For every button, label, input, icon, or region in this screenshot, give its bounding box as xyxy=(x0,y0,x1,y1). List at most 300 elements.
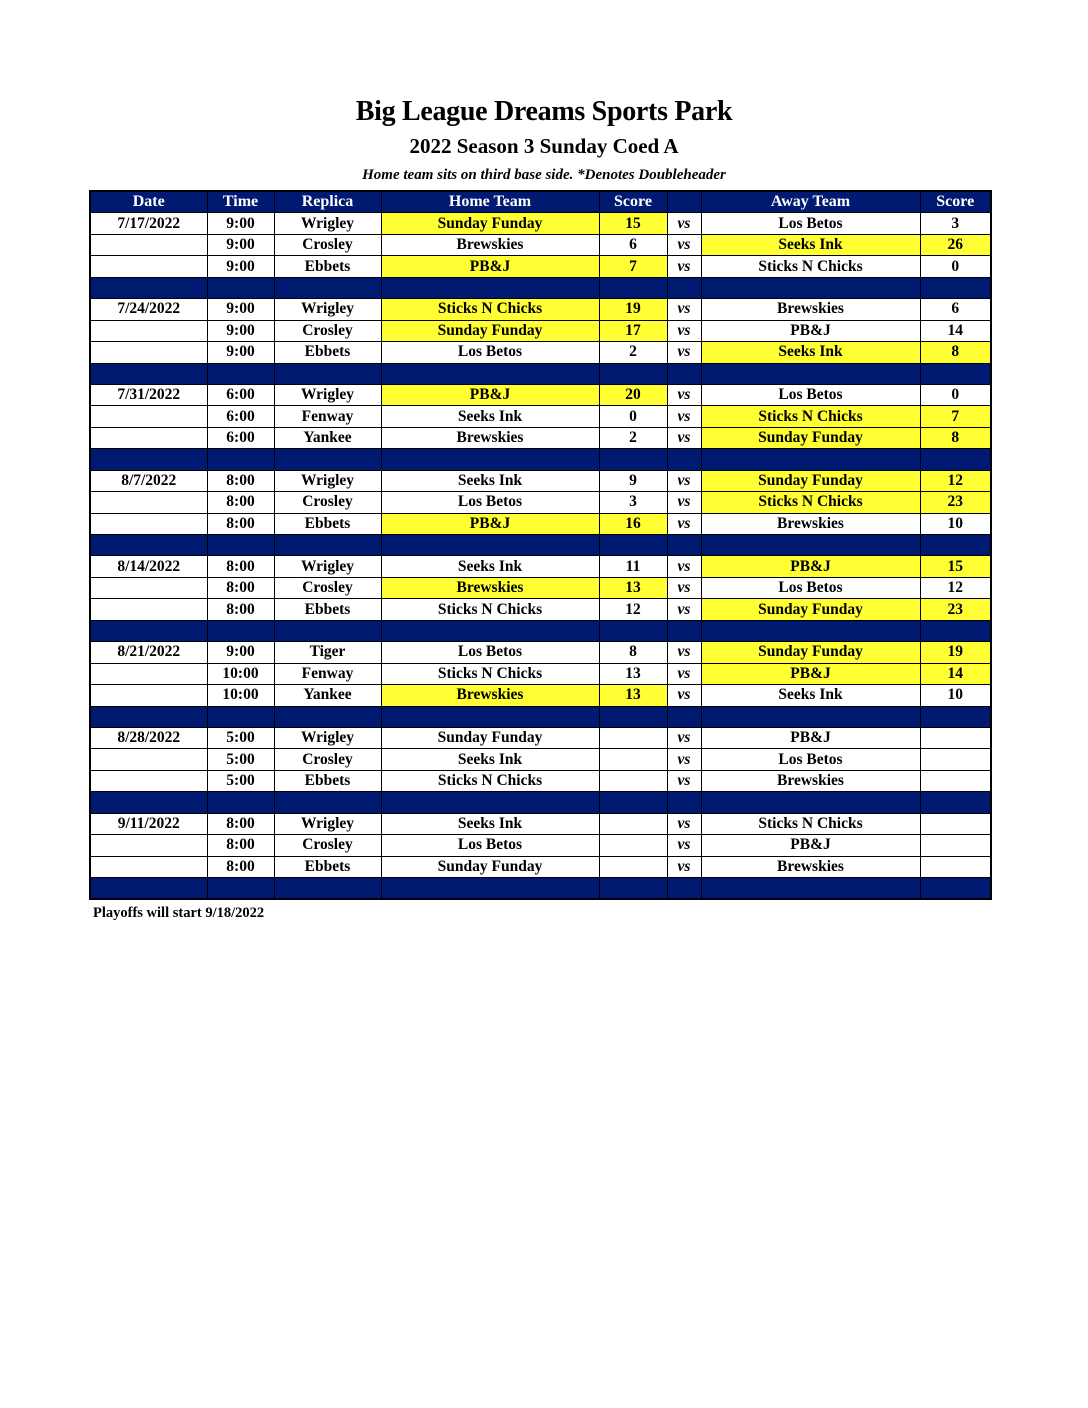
schedule-note: Home team sits on third base side. *Denotes Doubleheader xyxy=(362,167,726,183)
week-separator xyxy=(90,792,991,813)
home-team: Sunday Funday xyxy=(381,856,599,877)
game-row xyxy=(90,749,991,770)
week-separator xyxy=(90,706,991,727)
separator-cell xyxy=(701,363,920,384)
away-team: Sunday Funday xyxy=(701,470,920,491)
game-field: Ebbets xyxy=(274,856,381,877)
game-date xyxy=(90,749,207,770)
game-time: 5:00 xyxy=(207,749,274,770)
week-separator xyxy=(90,363,991,384)
col-header-home-score: Score xyxy=(599,191,667,213)
game-time: 6:00 xyxy=(207,406,274,427)
separator-cell xyxy=(701,706,920,727)
separator-cell xyxy=(90,535,207,556)
away-score: 23 xyxy=(920,492,991,513)
separator-cell xyxy=(920,277,991,298)
game-row xyxy=(90,213,991,234)
home-team: Sunday Funday xyxy=(381,213,599,234)
separator-cell xyxy=(90,792,207,813)
game-field: Yankee xyxy=(274,685,381,706)
separator-cell xyxy=(920,363,991,384)
vs-label: vs xyxy=(667,427,701,448)
game-row xyxy=(90,320,991,341)
vs-label: vs xyxy=(667,685,701,706)
away-score xyxy=(920,856,991,877)
game-time: 8:00 xyxy=(207,599,274,620)
game-field: Yankee xyxy=(274,427,381,448)
game-time: 8:00 xyxy=(207,835,274,856)
home-team: Los Betos xyxy=(381,835,599,856)
separator-cell xyxy=(920,792,991,813)
vs-label: vs xyxy=(667,406,701,427)
col-header-time: Time xyxy=(207,191,274,213)
away-score: 19 xyxy=(920,642,991,663)
game-date xyxy=(90,663,207,684)
game-date: 8/21/2022 xyxy=(90,642,207,663)
separator-cell xyxy=(599,878,667,900)
home-score: 0 xyxy=(599,406,667,427)
home-team: Brewskies xyxy=(381,427,599,448)
game-field: Ebbets xyxy=(274,513,381,534)
away-team: PB&J xyxy=(701,320,920,341)
home-score xyxy=(599,835,667,856)
vs-label: vs xyxy=(667,749,701,770)
col-header-away-team: Away Team xyxy=(701,191,920,213)
vs-label: vs xyxy=(667,556,701,577)
vs-label: vs xyxy=(667,835,701,856)
game-field: Crosley xyxy=(274,234,381,255)
separator-cell xyxy=(90,449,207,470)
game-row xyxy=(90,556,991,577)
separator-cell xyxy=(920,878,991,900)
col-header-home-team: Home Team xyxy=(381,191,599,213)
home-score: 8 xyxy=(599,642,667,663)
vs-label: vs xyxy=(667,813,701,834)
vs-label: vs xyxy=(667,342,701,363)
away-team: PB&J xyxy=(701,835,920,856)
vs-label: vs xyxy=(667,320,701,341)
game-date xyxy=(90,427,207,448)
game-date xyxy=(90,835,207,856)
game-time: 9:00 xyxy=(207,320,274,341)
game-field: Wrigley xyxy=(274,813,381,834)
game-time: 8:00 xyxy=(207,856,274,877)
game-field: Crosley xyxy=(274,577,381,598)
game-time: 9:00 xyxy=(207,234,274,255)
game-row xyxy=(90,599,991,620)
home-score xyxy=(599,727,667,748)
away-score: 12 xyxy=(920,470,991,491)
home-team: Brewskies xyxy=(381,685,599,706)
vs-label: vs xyxy=(667,492,701,513)
vs-label: vs xyxy=(667,663,701,684)
away-score xyxy=(920,770,991,791)
vs-label: vs xyxy=(667,856,701,877)
separator-cell xyxy=(599,792,667,813)
away-team: Seeks Ink xyxy=(701,685,920,706)
away-team: Sticks N Chicks xyxy=(701,256,920,277)
game-row xyxy=(90,342,991,363)
game-row xyxy=(90,384,991,405)
separator-cell xyxy=(207,792,274,813)
away-team: Brewskies xyxy=(701,299,920,320)
game-field: Ebbets xyxy=(274,342,381,363)
home-team: Seeks Ink xyxy=(381,749,599,770)
game-row xyxy=(90,406,991,427)
separator-cell xyxy=(599,363,667,384)
away-score xyxy=(920,749,991,770)
vs-label: vs xyxy=(667,642,701,663)
col-header-vs xyxy=(667,191,701,213)
separator-cell xyxy=(381,792,599,813)
game-field: Wrigley xyxy=(274,470,381,491)
game-row xyxy=(90,513,991,534)
separator-cell xyxy=(90,706,207,727)
separator-cell xyxy=(701,449,920,470)
game-time: 8:00 xyxy=(207,556,274,577)
separator-cell xyxy=(920,706,991,727)
separator-cell xyxy=(599,449,667,470)
home-score xyxy=(599,770,667,791)
game-field: Wrigley xyxy=(274,727,381,748)
away-score: 3 xyxy=(920,213,991,234)
game-row xyxy=(90,856,991,877)
game-row xyxy=(90,685,991,706)
separator-cell xyxy=(207,878,274,900)
home-team: Seeks Ink xyxy=(381,470,599,491)
game-row xyxy=(90,727,991,748)
home-team: Sticks N Chicks xyxy=(381,299,599,320)
home-team: PB&J xyxy=(381,256,599,277)
game-date xyxy=(90,342,207,363)
away-team: PB&J xyxy=(701,556,920,577)
home-team: Seeks Ink xyxy=(381,813,599,834)
week-separator xyxy=(90,620,991,641)
away-team: Los Betos xyxy=(701,577,920,598)
game-row xyxy=(90,577,991,598)
separator-cell xyxy=(274,535,381,556)
away-team: Sticks N Chicks xyxy=(701,813,920,834)
away-score: 0 xyxy=(920,256,991,277)
home-team: Sunday Funday xyxy=(381,727,599,748)
game-time: 9:00 xyxy=(207,299,274,320)
home-score xyxy=(599,749,667,770)
game-row xyxy=(90,813,991,834)
home-team: Sunday Funday xyxy=(381,320,599,341)
game-row xyxy=(90,470,991,491)
home-score: 13 xyxy=(599,663,667,684)
game-date: 8/28/2022 xyxy=(90,727,207,748)
separator-cell xyxy=(274,620,381,641)
away-team: Brewskies xyxy=(701,856,920,877)
home-team: Seeks Ink xyxy=(381,556,599,577)
game-date xyxy=(90,234,207,255)
game-date xyxy=(90,856,207,877)
away-score: 8 xyxy=(920,342,991,363)
separator-cell xyxy=(381,277,599,298)
game-time: 8:00 xyxy=(207,577,274,598)
game-date: 8/14/2022 xyxy=(90,556,207,577)
game-date: 8/7/2022 xyxy=(90,470,207,491)
separator-cell xyxy=(207,363,274,384)
game-time: 9:00 xyxy=(207,256,274,277)
separator-cell xyxy=(701,620,920,641)
vs-label: vs xyxy=(667,770,701,791)
home-score: 13 xyxy=(599,685,667,706)
game-time: 8:00 xyxy=(207,813,274,834)
game-row xyxy=(90,663,991,684)
game-field: Wrigley xyxy=(274,213,381,234)
separator-cell xyxy=(667,878,701,900)
week-separator xyxy=(90,878,991,900)
separator-cell xyxy=(274,363,381,384)
away-score: 7 xyxy=(920,406,991,427)
col-header-away-score: Score xyxy=(920,191,991,213)
game-field: Wrigley xyxy=(274,384,381,405)
home-score: 11 xyxy=(599,556,667,577)
vs-label: vs xyxy=(667,213,701,234)
home-score: 20 xyxy=(599,384,667,405)
game-date: 7/24/2022 xyxy=(90,299,207,320)
home-score: 17 xyxy=(599,320,667,341)
away-score xyxy=(920,813,991,834)
away-score: 26 xyxy=(920,234,991,255)
page-subtitle: 2022 Season 3 Sunday Coed A xyxy=(409,134,679,158)
home-score: 2 xyxy=(599,342,667,363)
home-score: 2 xyxy=(599,427,667,448)
away-team: Sunday Funday xyxy=(701,427,920,448)
separator-cell xyxy=(381,878,599,900)
game-time: 9:00 xyxy=(207,642,274,663)
vs-label: vs xyxy=(667,513,701,534)
separator-cell xyxy=(90,620,207,641)
home-score: 7 xyxy=(599,256,667,277)
game-field: Ebbets xyxy=(274,256,381,277)
game-field: Tiger xyxy=(274,642,381,663)
home-team: Los Betos xyxy=(381,342,599,363)
away-score: 10 xyxy=(920,513,991,534)
away-team: Los Betos xyxy=(701,384,920,405)
home-team: Seeks Ink xyxy=(381,406,599,427)
separator-cell xyxy=(274,449,381,470)
separator-cell xyxy=(207,449,274,470)
separator-cell xyxy=(381,363,599,384)
game-date: 7/31/2022 xyxy=(90,384,207,405)
game-field: Wrigley xyxy=(274,299,381,320)
separator-cell xyxy=(381,706,599,727)
away-score: 14 xyxy=(920,663,991,684)
game-field: Ebbets xyxy=(274,770,381,791)
game-row xyxy=(90,642,991,663)
separator-cell xyxy=(599,535,667,556)
separator-cell xyxy=(667,535,701,556)
separator-cell xyxy=(701,277,920,298)
away-team: Sticks N Chicks xyxy=(701,406,920,427)
away-score: 15 xyxy=(920,556,991,577)
away-team: Brewskies xyxy=(701,770,920,791)
home-team: Brewskies xyxy=(381,577,599,598)
home-team: Sticks N Chicks xyxy=(381,663,599,684)
page-title: Big League Dreams Sports Park xyxy=(355,96,733,127)
home-score: 15 xyxy=(599,213,667,234)
separator-cell xyxy=(667,706,701,727)
game-row xyxy=(90,835,991,856)
week-separator xyxy=(90,535,991,556)
separator-cell xyxy=(920,449,991,470)
separator-cell xyxy=(667,363,701,384)
separator-cell xyxy=(90,277,207,298)
home-team: Sticks N Chicks xyxy=(381,599,599,620)
game-field: Fenway xyxy=(274,406,381,427)
home-score: 13 xyxy=(599,577,667,598)
game-field: Crosley xyxy=(274,320,381,341)
game-date xyxy=(90,492,207,513)
game-time: 8:00 xyxy=(207,492,274,513)
separator-cell xyxy=(381,449,599,470)
away-score: 23 xyxy=(920,599,991,620)
separator-cell xyxy=(667,620,701,641)
away-score: 14 xyxy=(920,320,991,341)
game-date xyxy=(90,577,207,598)
home-score xyxy=(599,813,667,834)
home-score: 12 xyxy=(599,599,667,620)
separator-cell xyxy=(207,535,274,556)
away-team: PB&J xyxy=(701,663,920,684)
game-date xyxy=(90,513,207,534)
game-field: Crosley xyxy=(274,492,381,513)
game-date xyxy=(90,685,207,706)
away-score: 6 xyxy=(920,299,991,320)
separator-cell xyxy=(207,277,274,298)
separator-cell xyxy=(701,792,920,813)
separator-cell xyxy=(90,363,207,384)
separator-cell xyxy=(667,449,701,470)
separator-cell xyxy=(274,792,381,813)
game-row xyxy=(90,492,991,513)
separator-cell xyxy=(274,706,381,727)
home-team: Sticks N Chicks xyxy=(381,770,599,791)
vs-label: vs xyxy=(667,577,701,598)
separator-cell xyxy=(599,706,667,727)
home-score: 3 xyxy=(599,492,667,513)
game-time: 6:00 xyxy=(207,384,274,405)
home-team: PB&J xyxy=(381,384,599,405)
separator-cell xyxy=(667,792,701,813)
game-date: 9/11/2022 xyxy=(90,813,207,834)
home-score: 6 xyxy=(599,234,667,255)
away-score: 12 xyxy=(920,577,991,598)
game-date xyxy=(90,256,207,277)
away-team: Brewskies xyxy=(701,513,920,534)
home-score: 19 xyxy=(599,299,667,320)
playoffs-note: Playoffs will start 9/18/2022 xyxy=(93,905,265,921)
header-row xyxy=(90,191,991,213)
separator-cell xyxy=(599,277,667,298)
home-score xyxy=(599,856,667,877)
week-separator xyxy=(90,449,991,470)
game-time: 8:00 xyxy=(207,513,274,534)
separator-cell xyxy=(667,277,701,298)
away-score xyxy=(920,727,991,748)
away-team: Sunday Funday xyxy=(701,599,920,620)
separator-cell xyxy=(701,535,920,556)
game-time: 8:00 xyxy=(207,470,274,491)
game-date xyxy=(90,320,207,341)
game-field: Fenway xyxy=(274,663,381,684)
week-separator xyxy=(90,277,991,298)
separator-cell xyxy=(274,277,381,298)
away-team: Seeks Ink xyxy=(701,342,920,363)
game-time: 5:00 xyxy=(207,770,274,791)
game-time: 9:00 xyxy=(207,342,274,363)
game-time: 10:00 xyxy=(207,685,274,706)
separator-cell xyxy=(207,706,274,727)
game-field: Wrigley xyxy=(274,556,381,577)
game-time: 9:00 xyxy=(207,213,274,234)
home-team: Brewskies xyxy=(381,234,599,255)
separator-cell xyxy=(920,535,991,556)
separator-cell xyxy=(90,878,207,900)
game-row xyxy=(90,299,991,320)
game-time: 10:00 xyxy=(207,663,274,684)
col-header-date: Date xyxy=(90,191,207,213)
home-score: 9 xyxy=(599,470,667,491)
separator-cell xyxy=(274,878,381,900)
separator-cell xyxy=(701,878,920,900)
away-score xyxy=(920,835,991,856)
vs-label: vs xyxy=(667,384,701,405)
game-field: Ebbets xyxy=(274,599,381,620)
separator-cell xyxy=(381,535,599,556)
home-score: 16 xyxy=(599,513,667,534)
separator-cell xyxy=(920,620,991,641)
game-date: 7/17/2022 xyxy=(90,213,207,234)
vs-label: vs xyxy=(667,727,701,748)
vs-label: vs xyxy=(667,299,701,320)
vs-label: vs xyxy=(667,256,701,277)
vs-label: vs xyxy=(667,470,701,491)
separator-cell xyxy=(207,620,274,641)
home-team: PB&J xyxy=(381,513,599,534)
away-team: Sunday Funday xyxy=(701,642,920,663)
game-date xyxy=(90,599,207,620)
away-team: Seeks Ink xyxy=(701,234,920,255)
away-score: 8 xyxy=(920,427,991,448)
away-score: 0 xyxy=(920,384,991,405)
game-row xyxy=(90,770,991,791)
home-team: Los Betos xyxy=(381,642,599,663)
schedule-table xyxy=(89,190,992,900)
game-field: Crosley xyxy=(274,749,381,770)
game-time: 5:00 xyxy=(207,727,274,748)
game-field: Crosley xyxy=(274,835,381,856)
game-time: 6:00 xyxy=(207,427,274,448)
vs-label: vs xyxy=(667,599,701,620)
vs-label: vs xyxy=(667,234,701,255)
game-row xyxy=(90,427,991,448)
away-team: PB&J xyxy=(701,727,920,748)
schedule-body xyxy=(90,213,991,900)
separator-cell xyxy=(381,620,599,641)
game-date xyxy=(90,406,207,427)
away-team: Sticks N Chicks xyxy=(701,492,920,513)
separator-cell xyxy=(599,620,667,641)
away-team: Los Betos xyxy=(701,213,920,234)
away-team: Los Betos xyxy=(701,749,920,770)
game-date xyxy=(90,770,207,791)
col-header-replica: Replica xyxy=(274,191,381,213)
game-row xyxy=(90,234,991,255)
